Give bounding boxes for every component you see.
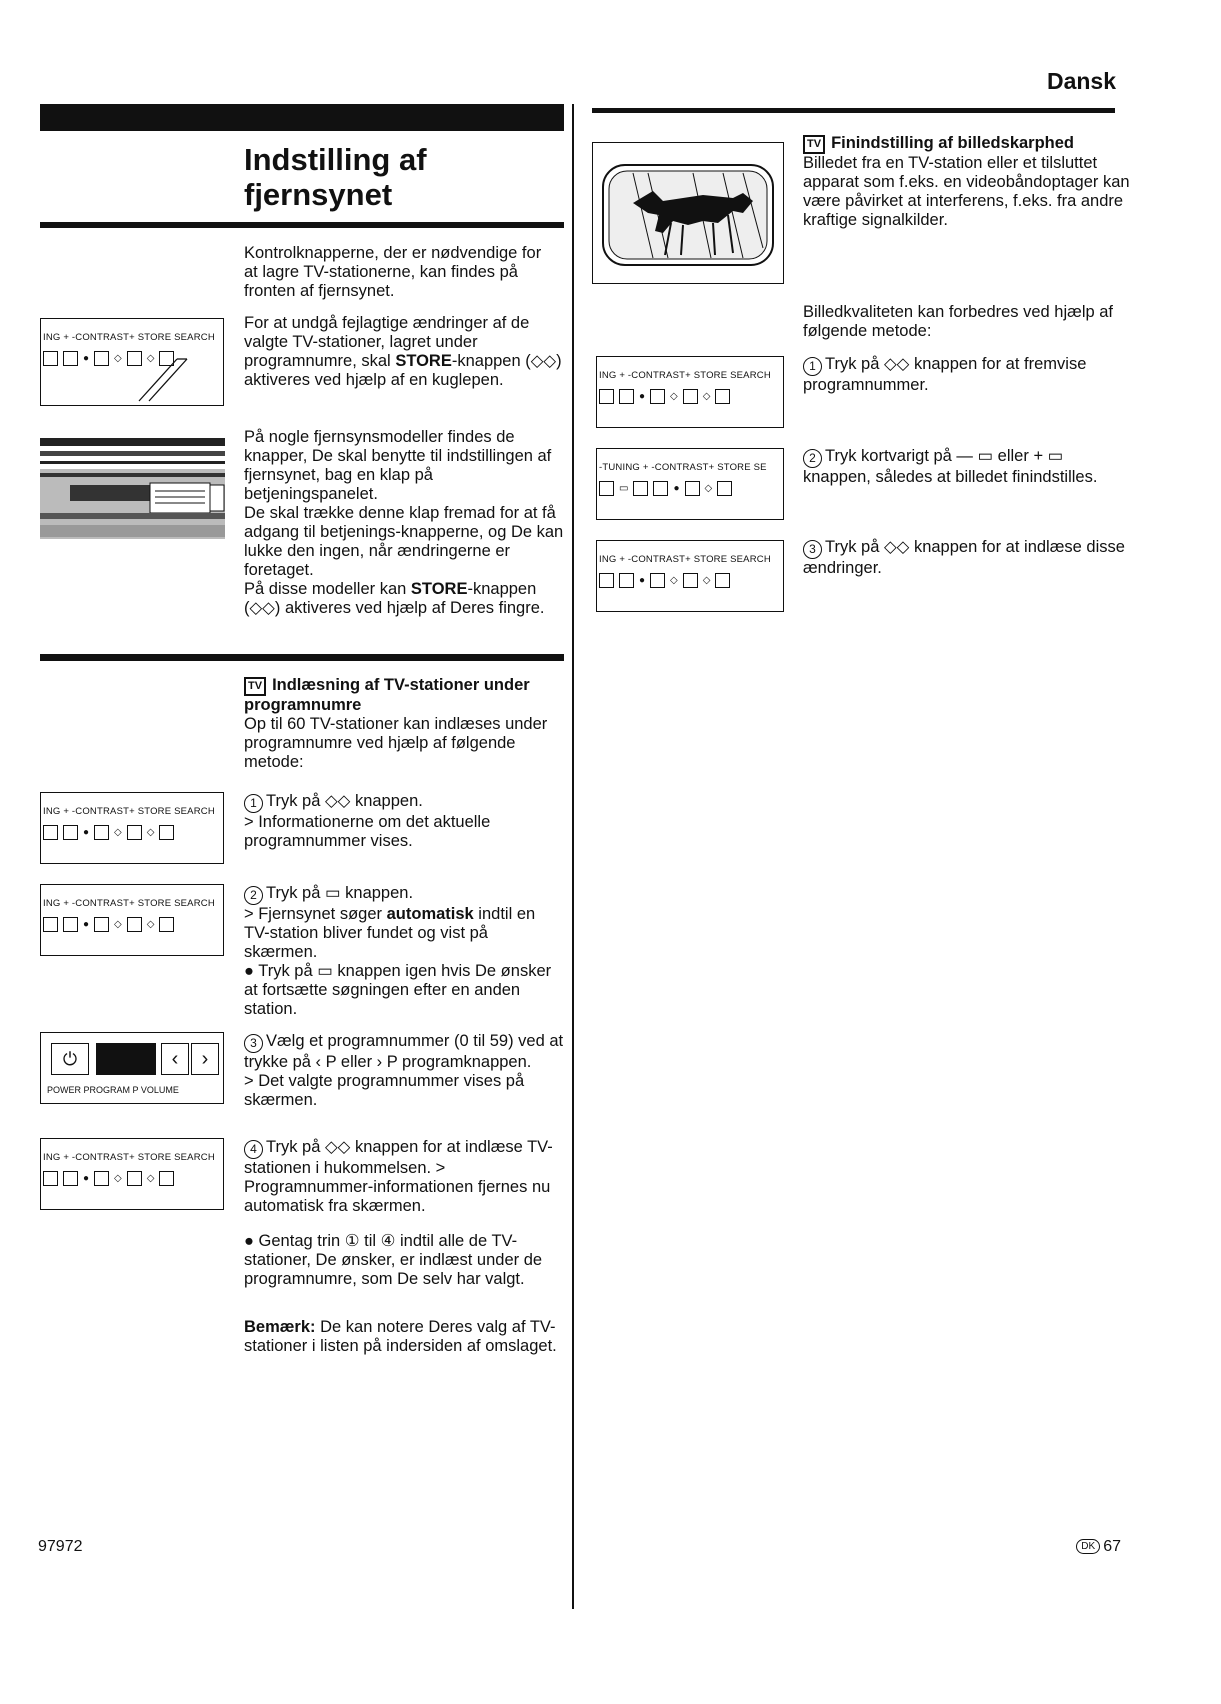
- tv-picture-illustration: [592, 142, 784, 284]
- method-paragraph: Billedkvaliteten kan forbedres ved hjælp af følgende metode:: [803, 303, 1114, 340]
- text-part: Tryk på ◇◇ knappen.: [266, 792, 423, 810]
- panel-buttons: [599, 573, 730, 588]
- diamond-icon: ◇: [146, 1173, 155, 1184]
- step-number-icon: 2: [244, 886, 263, 905]
- diamond-icon: ◇: [114, 353, 122, 364]
- step-1-result: > Informationerne om det aktuelle programnummer vises.: [244, 813, 491, 850]
- button-icon: [43, 1171, 58, 1186]
- tv-front-flap-image: [40, 433, 225, 544]
- diamond-icon: ◇: [146, 919, 155, 930]
- note-text: De kan notere Deres valg af TV-stationer i listen på indersiden af omslaget.: [244, 1318, 557, 1355]
- button-icon: [715, 389, 730, 404]
- button-icon: [63, 1171, 78, 1186]
- page-number-group: [1076, 1538, 1121, 1556]
- right-step-2-text: [803, 447, 1133, 487]
- button-icon: [127, 1171, 142, 1186]
- heading-text: Indlæsning af TV-stationer under programnumre: [244, 676, 530, 714]
- panel-label: ING + -CONTRAST+ STORE SEARCH: [43, 1152, 215, 1163]
- step-1-action: [244, 792, 564, 813]
- step-3-result: > Det valgte programnummer vises på skærmen.: [244, 1072, 525, 1109]
- button-icon: [63, 351, 78, 366]
- heading-text: Finindstilling af billedskarphed: [831, 134, 1075, 152]
- text-part: Tryk på ▭ knappen.: [266, 884, 414, 902]
- repeat-paragraph: ● Gentag trin ① til ④ indtil alle de TV-stationer, De ønsker, er indlæst under de programnumre, som De selv har valgt.: [244, 1232, 543, 1288]
- fine-tune-intro: [803, 134, 1133, 230]
- pen-icon: [131, 357, 191, 403]
- panel-buttons: [43, 825, 174, 840]
- right-top-rule: [592, 108, 1115, 113]
- right-step-3: [803, 538, 1133, 578]
- note-paragraph: [244, 1318, 564, 1356]
- button-icon: [619, 389, 634, 404]
- button-icon: [650, 389, 665, 404]
- intro-text: [244, 244, 559, 301]
- step-number-icon: 4: [244, 1140, 263, 1159]
- button-icon: [715, 573, 730, 588]
- language-label: Dansk: [1046, 68, 1116, 94]
- intro-paragraph: Kontrolknapperne, der er nødvendige for at lagre TV-stationerne, kan findes på fronten af fjernsynet.: [244, 244, 542, 300]
- text-part: Tryk på ◇◇ knappen for at fremvise programnummer.: [803, 355, 1087, 394]
- step-number-icon: 1: [244, 794, 263, 813]
- right-step-1: [803, 355, 1133, 395]
- control-panel-step2: [40, 884, 224, 956]
- dot-icon: ●: [83, 827, 90, 838]
- button-icon: [619, 573, 634, 588]
- panel-label: ING + -CONTRAST+ STORE SEARCH: [43, 806, 215, 817]
- step-number-icon: 2: [803, 449, 822, 468]
- flap-illustration: [40, 433, 225, 544]
- diamond-icon: ◇: [702, 391, 711, 402]
- step-4-action: [244, 1138, 564, 1216]
- right-step-1-text: [803, 355, 1133, 395]
- page-number: 67: [1103, 1538, 1121, 1555]
- diamond-icon: ◇: [146, 827, 155, 838]
- section-rule: [40, 654, 564, 661]
- button-icon: [43, 351, 58, 366]
- dot-icon: ●: [639, 575, 646, 586]
- diamond-icon: ◇: [670, 391, 678, 402]
- diamond-icon: ◇: [670, 575, 678, 586]
- power-button: ⏻: [51, 1043, 89, 1075]
- panel-label: ING + -CONTRAST+ STORE SEARCH: [599, 370, 771, 381]
- diamond-icon: ◇: [114, 919, 122, 930]
- note: [244, 1318, 564, 1356]
- text-part: Vælg et programnummer (0 til 59) ved at trykke på ‹ P eller › P programknappen.: [244, 1032, 564, 1071]
- control-panel-pen: [40, 318, 224, 406]
- program-up-icon: ›: [191, 1043, 219, 1075]
- button-icon: [94, 1171, 109, 1186]
- text-part: > Fjernsynet søger: [244, 905, 387, 923]
- diamond-icon: ◇: [114, 1173, 122, 1184]
- diamond-icon: ◇: [146, 353, 155, 364]
- interference-picture-image: [593, 143, 783, 283]
- button-icon: [43, 825, 58, 840]
- button-icon: [599, 573, 614, 588]
- diamond-icon: ◇: [702, 575, 711, 586]
- repeat-instruction: [244, 1232, 564, 1289]
- control-panel-step1: [40, 792, 224, 864]
- right-step-2: [803, 447, 1133, 487]
- text-part: For at undgå fejlagtige ændringer af de valgte TV-stationer, lagret under programnumre, skal: [244, 314, 530, 370]
- panel-label: ING + -CONTRAST+ STORE SEARCH: [43, 332, 215, 343]
- tuning-icon: ▭: [619, 483, 629, 494]
- button-icon: [653, 481, 668, 496]
- button-icon: [633, 481, 648, 496]
- flap-paragraph-1: På nogle fjernsynsmodeller findes de knapper, De skal benytte til indstillingen af fjernsynet, bag en klap på betjeningspanelet.: [244, 428, 552, 503]
- store-protection-text: [244, 314, 564, 390]
- dot-icon: ●: [673, 483, 680, 494]
- button-icon: [159, 1171, 174, 1186]
- store-keyword: STORE: [410, 580, 468, 598]
- button-icon: [685, 481, 700, 496]
- step-2-action: [244, 884, 564, 905]
- button-icon: [94, 917, 109, 932]
- store-protection-paragraph: [244, 314, 564, 390]
- page-title: Indstilling af fjernsynet: [244, 142, 427, 212]
- diamond-icon: ◇: [704, 483, 713, 494]
- automatic-keyword: automatisk: [386, 905, 474, 923]
- button-icon: [599, 481, 614, 496]
- button-icon: [683, 389, 698, 404]
- panel-label: -TUNING + -CONTRAST+ STORE SE: [599, 462, 767, 473]
- program-down-icon: ‹: [161, 1043, 189, 1075]
- control-panel-right-2: [596, 448, 784, 520]
- diamond-icon: ◇: [114, 827, 122, 838]
- section-intro-paragraph: Op til 60 TV-stationer kan indlæses under programnumre ved hjælp af følgende metode:: [244, 715, 548, 771]
- panel-label: ING + -CONTRAST+ STORE SEARCH: [43, 898, 215, 909]
- note-label: Bemærk:: [244, 1318, 316, 1336]
- country-badge-icon: DK: [1076, 1539, 1100, 1554]
- right-step-3-text: [803, 538, 1133, 578]
- panel-label: ING + -CONTRAST+ STORE SEARCH: [599, 554, 771, 565]
- panel-buttons: [43, 1171, 174, 1186]
- button-icon: [159, 917, 174, 932]
- control-panel-right-3: [596, 540, 784, 612]
- title-underline: [40, 222, 564, 228]
- dot-icon: ●: [83, 919, 90, 930]
- program-display: [96, 1043, 156, 1075]
- fine-tune-intro-paragraph: Billedet fra en TV-station eller et tilsluttet apparat som f.eks. en videobåndoptager kan være påvirket at interferens, f.eks. fra andre kraftige signalkilder.: [803, 154, 1130, 229]
- button-icon: [43, 917, 58, 932]
- button-icon: [159, 825, 174, 840]
- button-icon: [63, 825, 78, 840]
- panel-buttons: [599, 481, 732, 496]
- step-3-action: [244, 1032, 564, 1072]
- button-icon: [94, 825, 109, 840]
- text-part: -knappen (◇◇) aktiveres ved hjælp af Deres fingre.: [244, 580, 545, 617]
- remote-label: POWER PROGRAM P VOLUME: [47, 1085, 179, 1095]
- control-panel-step4: [40, 1138, 224, 1210]
- store-section-intro: [244, 676, 564, 772]
- step-2-note: ● Tryk på ▭ knappen igen hvis De ønsker at fortsætte søgningen efter en anden station.: [244, 962, 552, 1018]
- step-number-icon: 3: [803, 540, 822, 559]
- button-icon: [94, 351, 109, 366]
- button-icon: [599, 389, 614, 404]
- step-number-icon: 3: [244, 1034, 263, 1053]
- dot-icon: ●: [83, 353, 90, 364]
- document-number: 97972: [38, 1538, 83, 1555]
- step-number-icon: 1: [803, 357, 822, 376]
- panel-buttons: [43, 917, 174, 932]
- dot-icon: ●: [83, 1173, 90, 1184]
- flap-paragraph-3: [244, 580, 564, 618]
- fine-tune-method: [803, 303, 1133, 341]
- text-part: Tryk på ◇◇ knappen for at indlæse TV-stationen i hukommelsen. > Programnummer-informationen fjernes nu automatisk fra skærmen.: [244, 1138, 553, 1215]
- text-part: indtil en TV-station bliver fundet og vist på skærmen.: [244, 905, 536, 961]
- button-icon: [717, 481, 732, 496]
- fine-tune-heading: [803, 134, 1133, 154]
- dot-icon: ●: [639, 391, 646, 402]
- step-2: [244, 884, 564, 1019]
- step-1: [244, 792, 564, 851]
- flap-paragraph-2: De skal trække denne klap fremad for at få adgang til betjenings-knapperne, og De kan lukke den ingen, når ændringerne er foretaget.: [244, 504, 564, 579]
- text-part: Tryk på ◇◇ knappen for at indlæse disse ændringer.: [803, 538, 1125, 577]
- panel-buttons: [599, 389, 730, 404]
- step-4: [244, 1138, 564, 1216]
- section-heading: [244, 676, 564, 715]
- button-icon: [650, 573, 665, 588]
- button-icon: [127, 917, 142, 932]
- step-2-result: [244, 905, 564, 962]
- text-part: Tryk kortvarigt på — ▭ eller + ▭ knappen, således at billedet finindstilles.: [803, 447, 1098, 486]
- text-part: -knappen (◇◇) aktiveres ved hjælp af en kuglepen.: [244, 352, 562, 389]
- step-3: [244, 1032, 564, 1110]
- tv-icon: TV: [244, 677, 266, 696]
- title-bar: [40, 104, 564, 131]
- button-icon: [683, 573, 698, 588]
- remote-panel-step3: [40, 1032, 224, 1104]
- column-divider: [572, 104, 574, 1609]
- flap-text: [244, 428, 564, 618]
- tv-icon: TV: [803, 135, 825, 154]
- text-part: På disse modeller kan: [244, 580, 411, 598]
- store-keyword: STORE: [395, 352, 452, 370]
- control-panel-right-1: [596, 356, 784, 428]
- button-icon: [63, 917, 78, 932]
- button-icon: [127, 825, 142, 840]
